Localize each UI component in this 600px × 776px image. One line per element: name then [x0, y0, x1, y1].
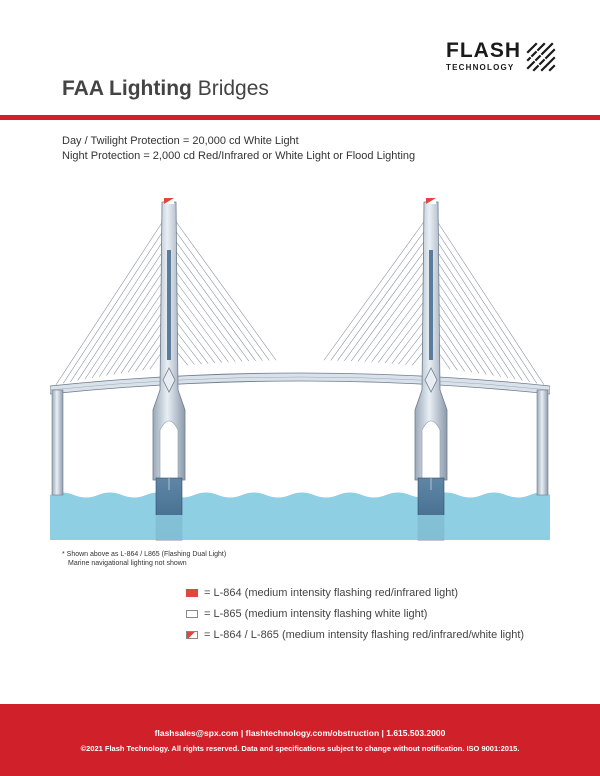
- legend-label: = L-864 (medium intensity flashing red/infrared light): [204, 587, 459, 599]
- header-divider: [0, 115, 600, 120]
- stay-cable: [169, 272, 235, 362]
- stay-cable: [344, 242, 431, 361]
- page-title: [62, 77, 269, 101]
- legend-item-l864: [186, 587, 458, 599]
- stay-cable: [431, 212, 544, 385]
- title-light: Bridges: [197, 77, 269, 100]
- logo-mark-icon: [526, 42, 556, 72]
- notes: [62, 550, 226, 568]
- note-line-2: Marine navigational lighting not shown: [68, 560, 187, 567]
- logo-subtitle: TECHNOLOGY: [446, 63, 515, 72]
- stay-cable: [431, 232, 530, 382]
- stay-cable: [169, 262, 242, 361]
- day-protection-text: Day / Twilight Protection = 20,000 cd White Light: [62, 135, 299, 147]
- dual-light-swatch-icon: [186, 631, 198, 639]
- footer: [0, 704, 600, 776]
- stay-cable: [169, 212, 276, 360]
- end-pier-left: [52, 390, 63, 495]
- stay-cable: [431, 222, 537, 383]
- stay-cable: [92, 262, 169, 378]
- legend-label: = L-864 / L-865 (medium intensity flashing red/infrared/white light): [204, 629, 525, 641]
- stay-cable: [169, 232, 262, 361]
- stay-cable: [56, 212, 169, 385]
- stay-cable: [70, 232, 169, 382]
- note-line-1: * Shown above as L-864 / L865 (Flashing Dual Light): [62, 551, 227, 558]
- stay-cable: [99, 272, 169, 377]
- flash-technology-logo: [446, 40, 558, 76]
- white-light-swatch-icon: [186, 610, 198, 618]
- legend-item-dual: [186, 629, 524, 641]
- legend-item-l865: [186, 608, 427, 620]
- bridge-illustration: [50, 190, 550, 542]
- stay-cable: [324, 212, 431, 360]
- stay-cable: [169, 242, 256, 361]
- stay-cable: [63, 222, 169, 383]
- stay-cable: [431, 282, 494, 376]
- night-protection-text: Night Protection = 2,000 cd Red/Infrared or White Light or Flood Lighting: [62, 150, 416, 162]
- legend-label: = L-865 (medium intensity flashing white light): [204, 608, 428, 620]
- stay-cable: [365, 272, 431, 362]
- stay-cable: [358, 262, 431, 361]
- footer-copyright: ©2021 Flash Technology. All rights reserved. Data and specifications subject to change without notification. ISO 9001:2015.: [80, 744, 520, 753]
- stay-cable: [431, 262, 508, 378]
- red-light-swatch-icon: [186, 589, 198, 597]
- end-pier-right: [537, 390, 548, 495]
- logo-word: FLASH: [446, 39, 521, 62]
- title-strong: FAA Lighting: [62, 77, 192, 100]
- stay-cable: [338, 232, 431, 361]
- stay-cable: [107, 282, 170, 376]
- footer-contact: flashsales@spx.com | flashtechnology.com/obstruction | 1.615.503.2000: [154, 728, 446, 738]
- stay-cable: [431, 272, 501, 377]
